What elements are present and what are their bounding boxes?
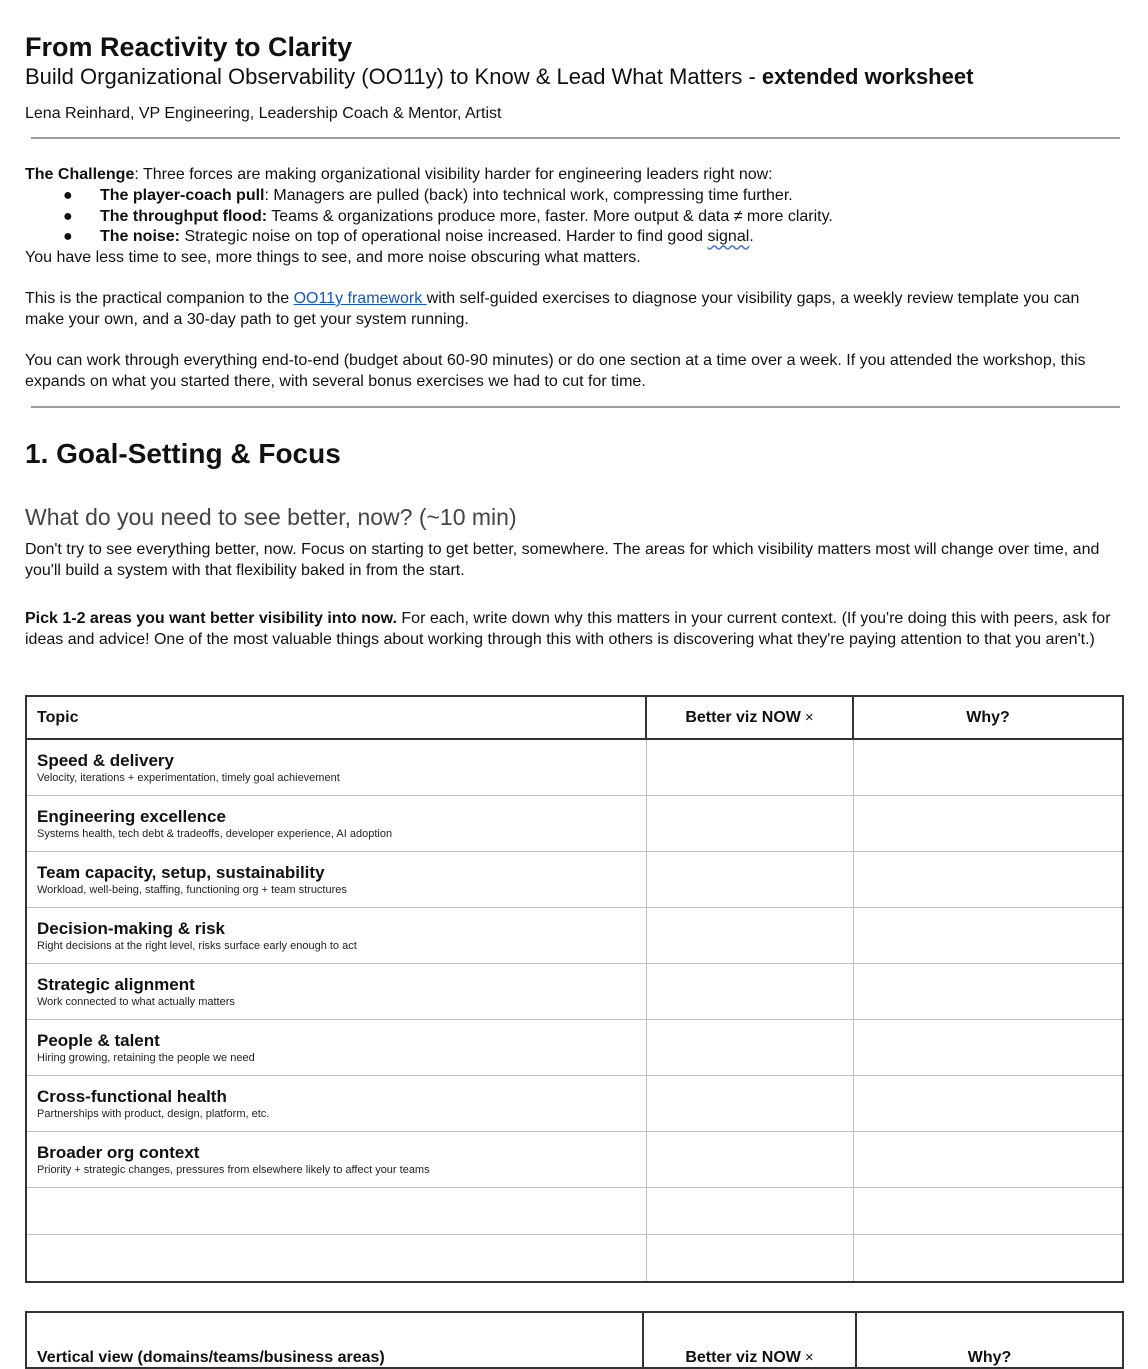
better-viz-cell[interactable] xyxy=(646,1235,853,1283)
table-row xyxy=(26,1020,1123,1076)
challenge-bullets xyxy=(25,186,1122,248)
divider xyxy=(31,406,1120,408)
topic-table xyxy=(25,695,1124,1283)
table-row xyxy=(26,796,1123,852)
challenge-summary: You have less time to see, more things to see, and more noise obscuring what matters. xyxy=(25,249,641,266)
challenge-bullet: ● The player-coach pull: Managers are pulled (back) into technical work, compressing time further. xyxy=(63,187,793,204)
workthrough-paragraph: You can work through everything end-to-end (budget about 60-90 minutes) or do one section at a time over a week. If you attended the workshop, this expands on what you started there, with several bonus exercises we had to cut for time. xyxy=(25,352,1086,390)
x-mark-icon: × xyxy=(804,1349,814,1366)
topic-cell[interactable] xyxy=(26,1188,646,1235)
better-viz-cell[interactable] xyxy=(646,852,853,908)
section-intro: Don't try to see everything better, now. Focus on starting to get better, somewhere. The areas for which visibility matters most will change over time, and you'll build a system with that flexibility baked in from the start. xyxy=(25,541,1100,579)
table-row xyxy=(26,1132,1123,1188)
why-cell[interactable] xyxy=(853,1076,1123,1132)
divider xyxy=(31,137,1120,139)
column-header-topic: Topic xyxy=(26,696,646,739)
why-cell[interactable] xyxy=(853,964,1123,1020)
empty-table-row xyxy=(26,1235,1123,1283)
better-viz-cell[interactable] xyxy=(646,1020,853,1076)
better-viz-cell[interactable] xyxy=(646,1188,853,1235)
topic-cell: Engineering excellence Systems health, tech debt & tradeoffs, developer experience, AI adoption xyxy=(26,796,646,852)
better-viz-cell[interactable] xyxy=(646,1076,853,1132)
column-header-why: Why? xyxy=(856,1312,1123,1368)
spellcheck-marked-word: signal xyxy=(707,228,750,246)
document-title: From Reactivity to Clarity xyxy=(25,32,353,62)
table-row xyxy=(26,964,1123,1020)
challenge-bullet: ● The throughput flood: Teams & organizations produce more, faster. More output & data ≠ more clarity. xyxy=(63,207,833,225)
why-cell[interactable] xyxy=(853,1235,1123,1283)
why-cell[interactable] xyxy=(853,796,1123,852)
topic-cell: Team capacity, setup, sustainability Workload, well-being, staffing, functioning org + team structures xyxy=(26,852,646,908)
why-cell[interactable] xyxy=(853,908,1123,964)
better-viz-cell[interactable] xyxy=(646,908,853,964)
challenge-intro: The Challenge: Three forces are making organizational visibility harder for engineering leaders right now: xyxy=(25,166,773,183)
table-row xyxy=(26,1076,1123,1132)
column-header-why: Why? xyxy=(853,696,1123,739)
empty-table-row xyxy=(26,1188,1123,1235)
why-cell[interactable] xyxy=(853,1020,1123,1076)
document-subtitle: Build Organizational Observability (OO11y) to Know & Lead What Matters - extended worksheet xyxy=(25,64,974,89)
topic-cell: Broader org context Priority + strategic changes, pressures from elsewhere likely to affect your teams xyxy=(26,1132,646,1188)
better-viz-cell[interactable] xyxy=(646,964,853,1020)
topic-cell: People & talent Hiring growing, retaining the people we need xyxy=(26,1020,646,1076)
why-cell[interactable] xyxy=(853,739,1123,796)
table-row xyxy=(26,739,1123,796)
column-header-vertical-view: Vertical view (domains/teams/business areas) xyxy=(26,1312,643,1368)
topic-cell: Decision-making & risk Right decisions at the right level, risks surface early enough to act xyxy=(26,908,646,964)
topic-cell[interactable] xyxy=(26,1235,646,1283)
challenge-bullet: ● The noise: Strategic noise on top of operational noise increased. Harder to find good signal. xyxy=(63,228,754,246)
companion-paragraph: This is the practical companion to the OO11y framework with self-guided exercises to diagnose your visibility gaps, a weekly review template you can make your own, and a 30-day path to get your system running. xyxy=(25,290,1080,328)
section-subheading: What do you need to see better, now? (~10 min) xyxy=(25,504,517,530)
better-viz-cell[interactable] xyxy=(646,739,853,796)
vertical-view-table xyxy=(25,1311,1124,1369)
why-cell[interactable] xyxy=(853,852,1123,908)
column-header-better-viz: Better viz NOW × xyxy=(643,1312,856,1368)
section-heading: 1. Goal-Setting & Focus xyxy=(25,438,341,469)
topic-cell: Cross-functional health Partnerships with product, design, platform, etc. xyxy=(26,1076,646,1132)
column-header-better-viz: Better viz NOW × xyxy=(646,696,853,739)
better-viz-cell[interactable] xyxy=(646,1132,853,1188)
better-viz-cell[interactable] xyxy=(646,796,853,852)
x-mark-icon: × xyxy=(804,708,814,726)
why-cell[interactable] xyxy=(853,1132,1123,1188)
author-line: Lena Reinhard, VP Engineering, Leadership Coach & Mentor, Artist xyxy=(25,105,502,122)
pick-instructions: Pick 1-2 areas you want better visibility into now. For each, write down why this matters in your current context. (If you're doing this with peers, ask for ideas and advice! One of the most valuable things about working through this with others is discovering what they're paying attention to that you aren't.) xyxy=(25,610,1111,648)
table-row xyxy=(26,908,1123,964)
oo11y-framework-link[interactable]: OO11y framework xyxy=(293,290,427,307)
why-cell[interactable] xyxy=(853,1188,1123,1235)
topic-cell: Strategic alignment Work connected to what actually matters xyxy=(26,964,646,1020)
table-row xyxy=(26,852,1123,908)
topic-cell: Speed & delivery Velocity, iterations + experimentation, timely goal achievement xyxy=(26,739,646,796)
